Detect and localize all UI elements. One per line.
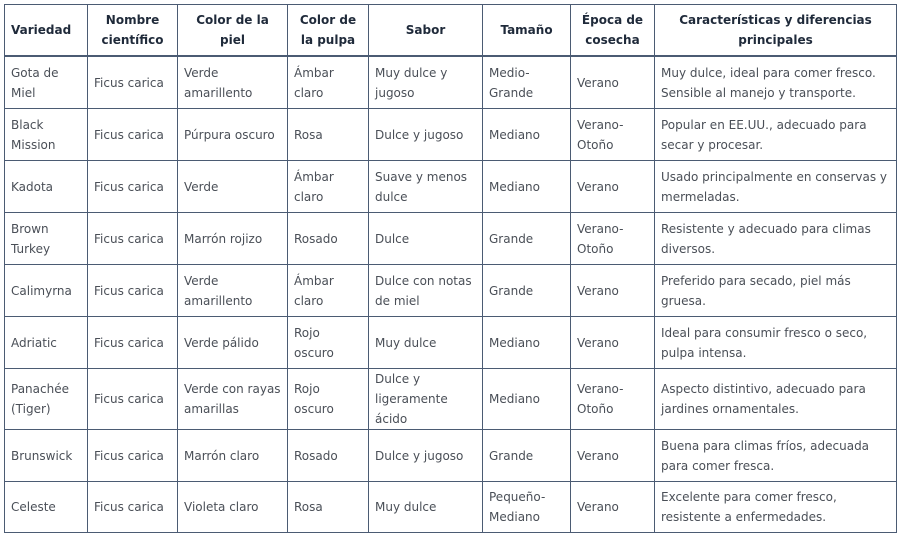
cell-color-pulpa: Rosado bbox=[288, 430, 369, 482]
header-caracteristicas: Características y diferencias principales bbox=[655, 5, 897, 57]
cell-epoca-cosecha: Verano bbox=[571, 430, 655, 482]
table-row bbox=[5, 56, 897, 109]
cell-variedad: Brown Turkey bbox=[5, 213, 88, 265]
cell-epoca-cosecha: Verano bbox=[571, 482, 655, 533]
cell-color-pulpa: Ámbar claro bbox=[288, 265, 369, 317]
cell-epoca-cosecha: Verano bbox=[571, 317, 655, 369]
cell-tamano: Pequeño-Mediano bbox=[483, 482, 571, 533]
cell-color-piel: Verde con rayas amarillas bbox=[178, 369, 288, 430]
cell-variedad: Brunswick bbox=[5, 430, 88, 482]
cell-caracteristicas: Usado principalmente en conservas y mermeladas. bbox=[655, 161, 897, 213]
fig-varieties-table-container bbox=[4, 4, 897, 533]
cell-tamano: Grande bbox=[483, 265, 571, 317]
cell-tamano: Mediano bbox=[483, 109, 571, 161]
cell-tamano: Grande bbox=[483, 430, 571, 482]
cell-variedad: Panachée (Tiger) bbox=[5, 369, 88, 430]
table-row bbox=[5, 369, 897, 430]
table-row bbox=[5, 317, 897, 369]
cell-nombre-cientifico: Ficus carica bbox=[88, 265, 178, 317]
cell-nombre-cientifico: Ficus carica bbox=[88, 213, 178, 265]
table-row bbox=[5, 213, 897, 265]
cell-sabor: Dulce y ligeramente ácido bbox=[369, 369, 483, 430]
cell-nombre-cientifico: Ficus carica bbox=[88, 317, 178, 369]
cell-epoca-cosecha: Verano-Otoño bbox=[571, 213, 655, 265]
cell-sabor: Muy dulce y jugoso bbox=[369, 56, 483, 109]
table-row bbox=[5, 265, 897, 317]
cell-caracteristicas: Buena para climas fríos, adecuada para comer fresca. bbox=[655, 430, 897, 482]
cell-color-pulpa: Rojo oscuro bbox=[288, 317, 369, 369]
fig-varieties-table bbox=[4, 4, 897, 533]
cell-tamano: Mediano bbox=[483, 317, 571, 369]
header-variedad: Variedad bbox=[5, 5, 88, 57]
header-nombre-cientifico: Nombre científico bbox=[88, 5, 178, 57]
cell-color-piel: Verde amarillento bbox=[178, 265, 288, 317]
cell-color-pulpa: Rojo oscuro bbox=[288, 369, 369, 430]
cell-epoca-cosecha: Verano-Otoño bbox=[571, 109, 655, 161]
cell-tamano: Grande bbox=[483, 213, 571, 265]
cell-caracteristicas: Aspecto distintivo, adecuado para jardines ornamentales. bbox=[655, 369, 897, 430]
cell-color-pulpa: Ámbar claro bbox=[288, 161, 369, 213]
cell-epoca-cosecha: Verano bbox=[571, 56, 655, 109]
table-row bbox=[5, 430, 897, 482]
cell-tamano: Mediano bbox=[483, 369, 571, 430]
cell-color-piel: Violeta claro bbox=[178, 482, 288, 533]
cell-epoca-cosecha: Verano bbox=[571, 161, 655, 213]
header-sabor: Sabor bbox=[369, 5, 483, 57]
cell-color-piel: Púrpura oscuro bbox=[178, 109, 288, 161]
header-tamano: Tamaño bbox=[483, 5, 571, 57]
cell-variedad: Adriatic bbox=[5, 317, 88, 369]
header-row bbox=[5, 5, 897, 57]
cell-caracteristicas: Ideal para consumir fresco o seco, pulpa intensa. bbox=[655, 317, 897, 369]
header-color-pulpa: Color de la pulpa bbox=[288, 5, 369, 57]
cell-epoca-cosecha: Verano-Otoño bbox=[571, 369, 655, 430]
cell-tamano: Mediano bbox=[483, 161, 571, 213]
cell-color-piel: Verde pálido bbox=[178, 317, 288, 369]
cell-sabor: Suave y menos dulce bbox=[369, 161, 483, 213]
cell-sabor: Dulce y jugoso bbox=[369, 109, 483, 161]
table-row bbox=[5, 161, 897, 213]
header-color-piel: Color de la piel bbox=[178, 5, 288, 57]
cell-nombre-cientifico: Ficus carica bbox=[88, 161, 178, 213]
cell-color-pulpa: Rosa bbox=[288, 109, 369, 161]
table-row bbox=[5, 482, 897, 533]
cell-color-pulpa: Rosado bbox=[288, 213, 369, 265]
cell-caracteristicas: Excelente para comer fresco, resistente a enfermedades. bbox=[655, 482, 897, 533]
cell-color-pulpa: Rosa bbox=[288, 482, 369, 533]
cell-variedad: Black Mission bbox=[5, 109, 88, 161]
cell-nombre-cientifico: Ficus carica bbox=[88, 369, 178, 430]
cell-variedad: Gota de Miel bbox=[5, 56, 88, 109]
cell-nombre-cientifico: Ficus carica bbox=[88, 56, 178, 109]
cell-sabor: Dulce y jugoso bbox=[369, 430, 483, 482]
cell-nombre-cientifico: Ficus carica bbox=[88, 430, 178, 482]
cell-variedad: Calimyrna bbox=[5, 265, 88, 317]
cell-caracteristicas: Popular en EE.UU., adecuado para secar y procesar. bbox=[655, 109, 897, 161]
cell-nombre-cientifico: Ficus carica bbox=[88, 109, 178, 161]
cell-color-piel: Verde amarillento bbox=[178, 56, 288, 109]
cell-sabor: Muy dulce bbox=[369, 317, 483, 369]
cell-color-piel: Marrón rojizo bbox=[178, 213, 288, 265]
cell-epoca-cosecha: Verano bbox=[571, 265, 655, 317]
cell-nombre-cientifico: Ficus carica bbox=[88, 482, 178, 533]
cell-color-pulpa: Ámbar claro bbox=[288, 56, 369, 109]
cell-sabor: Muy dulce bbox=[369, 482, 483, 533]
cell-sabor: Dulce con notas de miel bbox=[369, 265, 483, 317]
cell-caracteristicas: Muy dulce, ideal para comer fresco. Sensible al manejo y transporte. bbox=[655, 56, 897, 109]
cell-caracteristicas: Preferido para secado, piel más gruesa. bbox=[655, 265, 897, 317]
cell-caracteristicas: Resistente y adecuado para climas diversos. bbox=[655, 213, 897, 265]
cell-tamano: Medio-Grande bbox=[483, 56, 571, 109]
cell-sabor: Dulce bbox=[369, 213, 483, 265]
cell-color-piel: Marrón claro bbox=[178, 430, 288, 482]
cell-variedad: Kadota bbox=[5, 161, 88, 213]
cell-color-piel: Verde bbox=[178, 161, 288, 213]
table-row bbox=[5, 109, 897, 161]
header-epoca-cosecha: Época de cosecha bbox=[571, 5, 655, 57]
cell-variedad: Celeste bbox=[5, 482, 88, 533]
